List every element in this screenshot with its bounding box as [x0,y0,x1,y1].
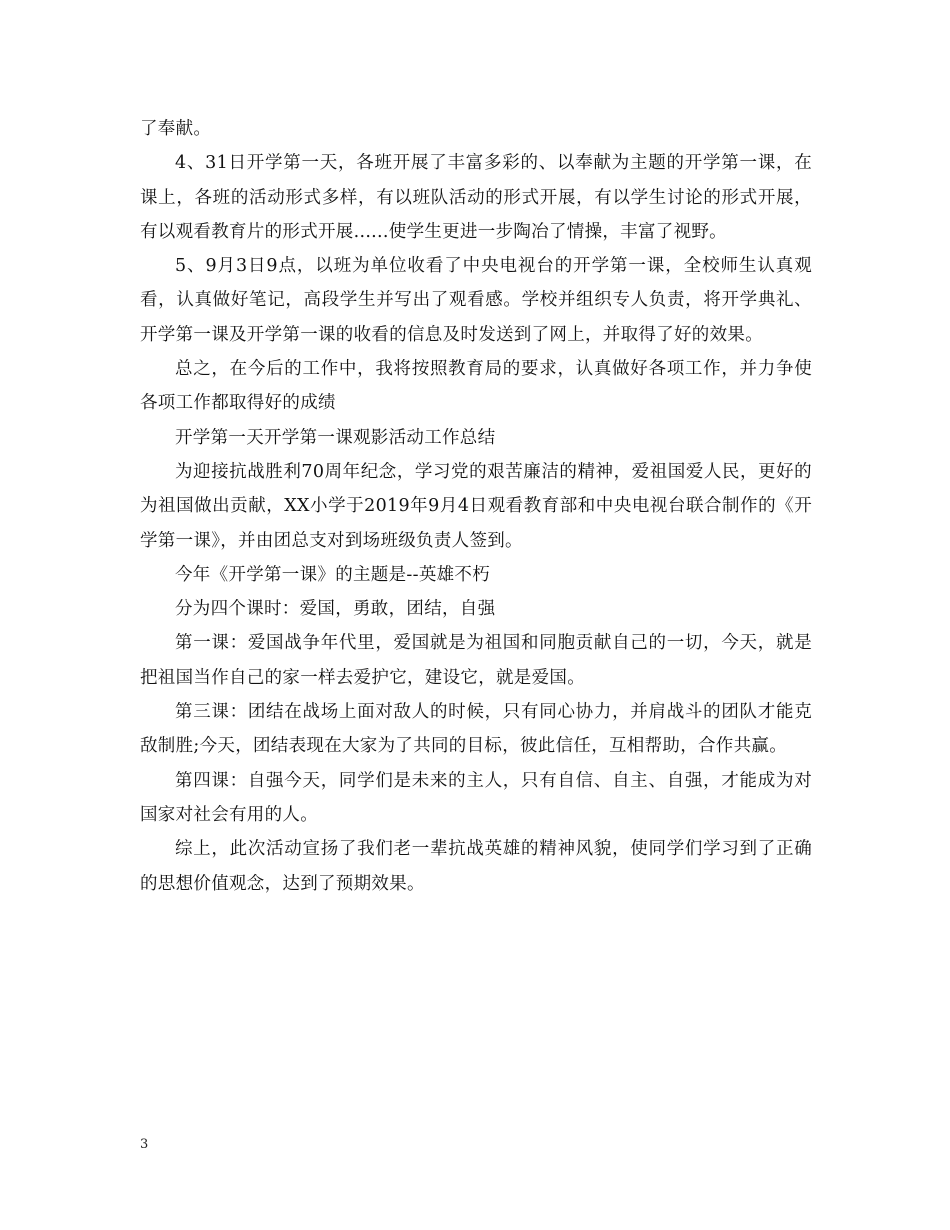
paragraph-item-5: 5、9月3日9点，以班为单位收看了中央电视台的开学第一课，全校师生认真观看，认真做好笔记，高段学生并写出了观看感。学校并组织专人负责，将开学典礼、开学第一课及开学第一课的收看的信息及时发送到了网上，并取得了好的效果。 [140,256,812,345]
paragraph-lessons: 分为四个课时：爱国，勇敢，团结，自强 [175,599,496,620]
section-title: 开学第一天开学第一课观影活动工作总结 [175,427,496,448]
paragraph-theme: 今年《开学第一课》的主题是--英雄不朽 [175,564,491,585]
page-number: 3 [140,1137,149,1152]
paragraph-intro: 为迎接抗战胜利70周年纪念，学习党的艰苦廉洁的精神，爱祖国爱人民，更好的为祖国做出贡献，XX小学于2019年9月4日观看教育部和中央电视台联合制作的《开学第一课》，并由团总支对到场班级负责人签到。 [140,461,812,551]
paragraph-lesson-four: 第四课：自强今天，同学们是未来的主人，只有自信、自主、自强，才能成为对国家对社会有用的人。 [140,770,812,825]
paragraph-lesson-three: 第三课：团结在战场上面对敌人的时候，只有同心协力，并肩战斗的团队才能克敌制胜;今天，团结表现在大家为了共同的目标，彼此信任，互相帮助，合作共赢。 [140,702,812,757]
paragraph-conclusion: 总之，在今后的工作中，我将按照教育局的要求，认真做好各项工作，并力争使各项工作都取得好的成绩 [140,359,812,414]
document-body [140,112,812,901]
paragraph-item-4: 4、31日开学第一天，各班开展了丰富多彩的、以奉献为主题的开学第一课，在课上，各班的活动形式多样，有以班队活动的形式开展，有以学生讨论的形式开展，有以观看教育片的形式开展......使学生更进一步陶冶了情操，丰富了视野。 [140,153,812,242]
paragraph-continuation: 了奉献。 [140,119,212,139]
paragraph-summary: 综上，此次活动宣扬了我们老一辈抗战英雄的精神风貌，使同学们学习到了正确的思想价值观念，达到了预期效果。 [140,839,812,894]
paragraph-lesson-one: 第一课：爱国战争年代里，爱国就是为祖国和同胞贡献自己的一切，今天，就是把祖国当作自己的家一样去爱护它，建设它，就是爱国。 [140,633,812,688]
